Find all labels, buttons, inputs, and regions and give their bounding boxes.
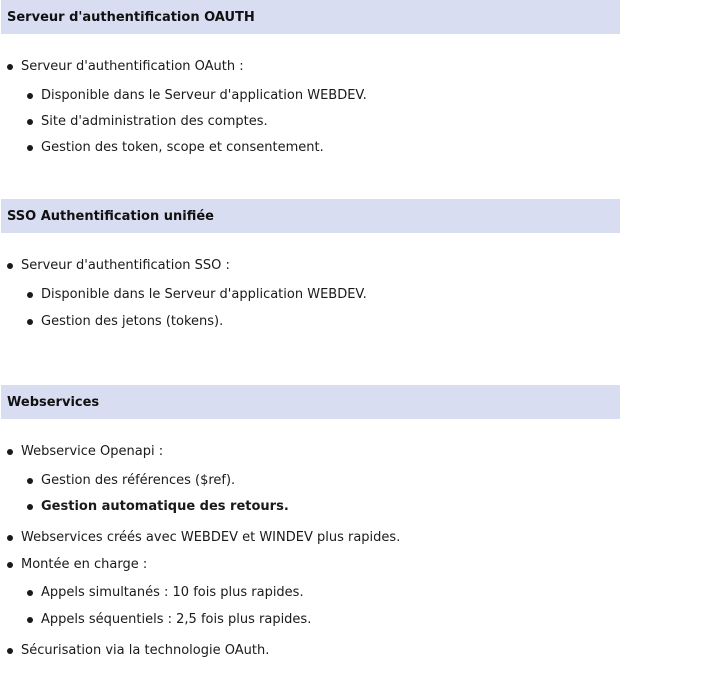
list-item: Gestion des jetons (tokens). (41, 314, 224, 329)
list-item: Gestion des références ($ref). (41, 473, 236, 488)
list-item: Appels simultanés : 10 fois plus rapides. (41, 585, 304, 600)
list-item: Appels séquentiels : 2,5 fois plus rapides. (41, 612, 312, 627)
list-item: Gestion des token, scope et consentement. (41, 140, 324, 155)
list-item: Gestion automatique des retours. (41, 499, 289, 514)
section-header-webservices (1, 385, 620, 419)
list-item: Disponible dans le Serveur d'application WEBDEV. (41, 287, 367, 302)
section-title: Serveur d'authentification OAUTH (7, 9, 255, 25)
list-item: Sécurisation via la technologie OAuth. (21, 643, 270, 658)
list-item: Site d'administration des comptes. (41, 114, 268, 129)
list-item: Serveur d'authentification OAuth : (21, 59, 244, 74)
section-title: SSO Authentification unifiée (7, 208, 214, 224)
list-item: Serveur d'authentification SSO : (21, 258, 230, 273)
list-item: Webservices créés avec WEBDEV et WINDEV plus rapides. (21, 530, 401, 545)
section-header-sso (1, 199, 620, 233)
list-item: Montée en charge : (21, 557, 148, 572)
list-item: Webservice Openapi : (21, 444, 164, 459)
section-header-oauth (1, 0, 620, 34)
section-title: Webservices (7, 394, 100, 410)
list-item: Disponible dans le Serveur d'application WEBDEV. (41, 88, 367, 103)
